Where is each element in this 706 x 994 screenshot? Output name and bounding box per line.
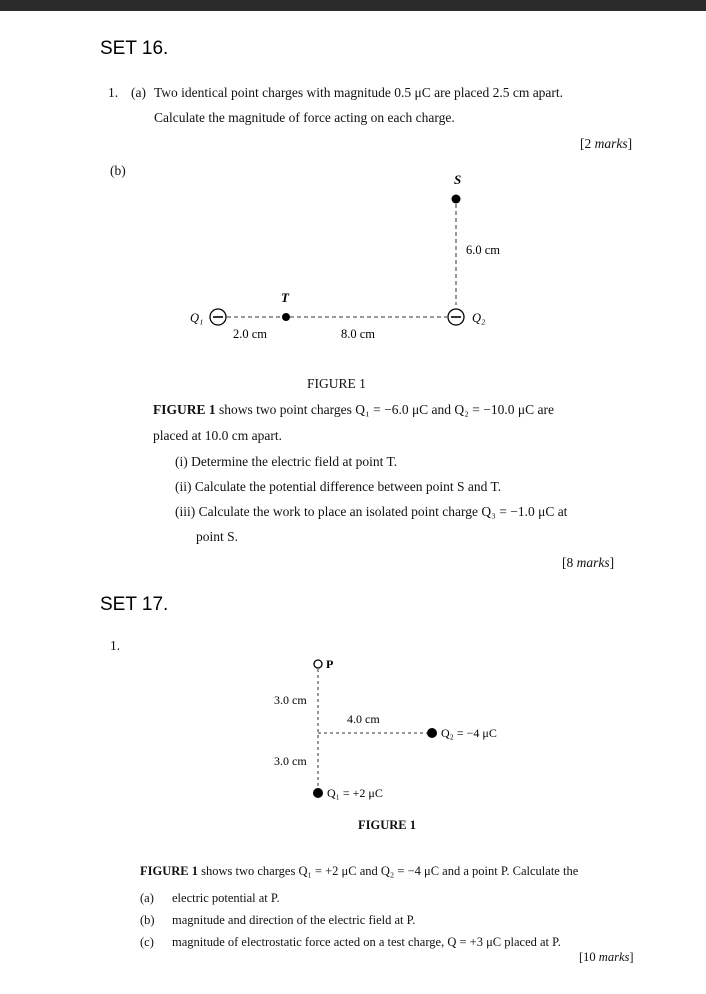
dist-right: 8.0 cm (341, 327, 376, 341)
marks-open: [10 (579, 950, 599, 964)
desc-line1-rest: shows two point charges Q₁ = −6.0 μC and Q₂ = −10.0 μC are (215, 402, 554, 417)
set17-question-number: 1. (110, 638, 121, 653)
set16-description-line2: placed at 10.0 cm apart. (153, 428, 282, 443)
point-s (452, 195, 461, 204)
set17-part-c-text: magnitude of electrostatic force acted on a test charge, Q = +3 μC placed at P. (172, 935, 561, 949)
charge-q1 (313, 788, 323, 798)
set16-part-a-marks (580, 136, 632, 152)
desc-figure-ref: FIGURE 1 (153, 402, 216, 417)
set17-marks (579, 950, 634, 965)
set17-part-b-label: (b) (140, 913, 155, 927)
top-dark-bar (0, 0, 706, 11)
label-q1: Q₁ = +2 μC (327, 786, 383, 800)
dist-left: 2.0 cm (233, 327, 268, 341)
set16-question-number: 1. (108, 85, 119, 100)
label-q2: Q₂ = −4 μC (441, 726, 497, 740)
dist-horizontal: 4.0 cm (347, 712, 380, 726)
desc-rest: shows two charges Q₁ = +2 μC and Q₂ = −4 μC and a point P. Calculate the (198, 864, 579, 878)
label-s: S (454, 172, 462, 187)
set16-item-i: (i) Determine the electric field at point T. (175, 454, 398, 469)
set17-figure-caption: FIGURE 1 (358, 818, 416, 832)
marks-close: ] (629, 950, 634, 964)
desc-figure-ref: FIGURE 1 (140, 864, 198, 878)
set17-part-c-label: (c) (140, 935, 154, 949)
label-q1: Q₁ (190, 311, 204, 325)
set16-item-ii: (ii) Calculate the potential difference between point S and T. (175, 479, 502, 494)
set16-part-b-label: (b) (110, 163, 126, 178)
set16-part-b-marks (562, 555, 614, 571)
set16-title: SET 16. (100, 38, 169, 59)
dist-lower: 3.0 cm (274, 754, 307, 768)
set16-item-iii-line1: (iii) Calculate the work to place an isolated point charge Q₃ = −1.0 μC at (175, 504, 568, 519)
set16-item-iii-line2: point S. (196, 529, 239, 544)
set17-part-a-text: electric potential at P. (172, 891, 280, 905)
set17-description (140, 864, 578, 879)
marks-open: [2 (580, 136, 595, 151)
point-p (314, 660, 322, 668)
set17-figure-diagram (265, 652, 515, 812)
dist-upper: 3.0 cm (274, 693, 307, 707)
set16-description-line1 (153, 402, 554, 418)
label-q2: Q₂ (472, 311, 486, 325)
set17-part-a-label: (a) (140, 891, 154, 905)
point-t (282, 313, 290, 321)
marks-open: [8 (562, 555, 577, 570)
set17-part-b-text: magnitude and direction of the electric field at P. (172, 913, 416, 927)
marks-word: marks (598, 950, 630, 964)
marks-word: marks (594, 136, 628, 151)
set16-part-a-line1: Two identical point charges with magnitude 0.5 μC are placed 2.5 cm apart. (154, 85, 564, 100)
marks-word: marks (576, 555, 610, 570)
set16-part-a-line2: Calculate the magnitude of force acting on each charge. (154, 110, 455, 125)
marks-close: ] (627, 136, 633, 151)
set16-part-a-label: (a) (131, 85, 146, 100)
label-p: P (326, 657, 334, 671)
label-t: T (281, 290, 289, 305)
marks-close: ] (609, 555, 615, 570)
charge-q2 (427, 728, 437, 738)
set16-figure-caption: FIGURE 1 (307, 376, 366, 391)
dist-vertical: 6.0 cm (466, 243, 501, 257)
set16-figure-diagram (180, 165, 520, 350)
set17-title: SET 17. (100, 594, 169, 615)
